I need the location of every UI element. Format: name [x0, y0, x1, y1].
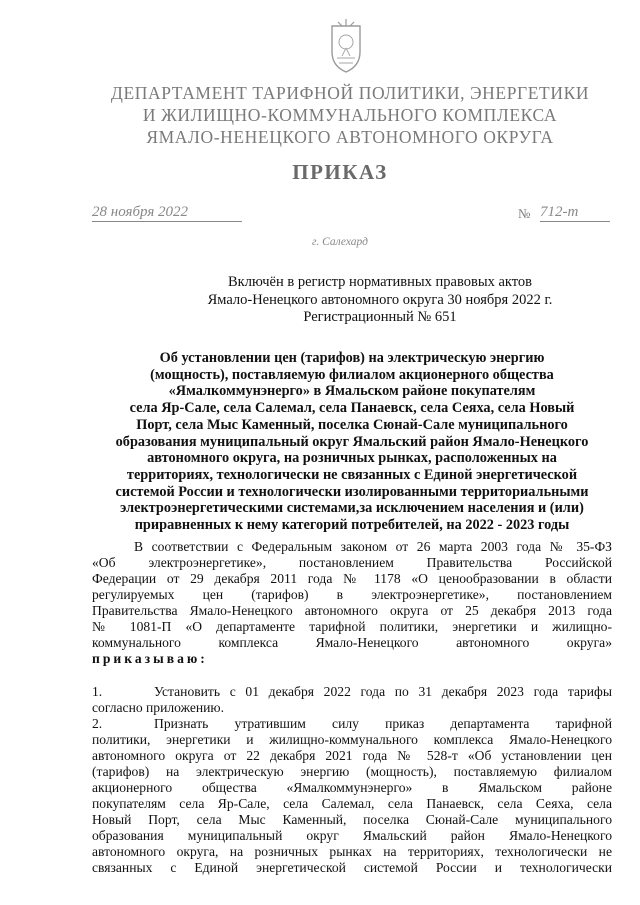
item-2-line: политики, энергетики и жилищно-коммунального комплекса Ямало-Ненецкого: [92, 732, 612, 747]
item-2-line: (тарифов) на электрическую энергию (мощность), поставляемую филиалом: [92, 764, 612, 779]
registry-note: [100, 274, 640, 327]
item-2-line: автономного округа, на розничных рынках на территориях, технологически не: [92, 844, 612, 859]
department-name-line-2: И ЖИЛИЩНО-КОММУНАЛЬНОГО КОМПЛЕКСА: [142, 105, 558, 125]
item-2-line: акционерного общества «Ямалкоммунэнерго» в Ямальском районе: [92, 780, 612, 795]
heading-line: села Яр-Сале, села Салемал, села Панаевск, села Сеяха, села Новый: [129, 400, 575, 417]
order-word: приказываю:: [92, 651, 208, 666]
preamble-line: Правительства Ямало-Ненецкого автономного округа от 25 декабря 2013 года: [92, 603, 612, 618]
preamble-line: Федерации от 29 декабря 2011 года № 1178 «О ценообразовании в области: [92, 571, 612, 586]
preamble-line: «Об электроэнергетике», постановлением Правительства Российской: [92, 555, 612, 570]
department-name-line-3: ЯМАЛО-НЕНЕЦКОГО АВТОНОМНОГО ОКРУГА: [146, 127, 554, 147]
registry-line: Ямало-Ненецкого автономного округа 30 ноября 2022 г.: [207, 291, 553, 308]
document-city: г. Салехард: [312, 236, 368, 248]
item-1-line: 1. Установить с 01 декабря 2022 года по 31 декабря 2023 года тарифы: [92, 684, 612, 699]
heading-line: автономного округа, на розничных рынках, расположенных на: [147, 450, 557, 467]
heading-line: электроэнергетическими системами,за исключением населения и (или): [120, 500, 584, 517]
registry-line: Регистрационный № 651: [303, 309, 457, 325]
document-number: 712-т: [540, 204, 610, 222]
preamble-line: коммунального комплекса Ямало-Ненецкого автономного округа»: [92, 635, 612, 650]
heading-line: территориях, технологически не связанных с Единой энергетической: [126, 466, 578, 483]
heading-line: приравненных к нему категорий потребителей, на 2022 - 2023 годы: [134, 517, 570, 534]
preamble-line: регулируемых цен (тарифов) в электроэнергетике», постановлением: [92, 587, 612, 602]
item-2-line: 2. Признать утратившим силу приказ департамента тарифной: [92, 716, 612, 731]
document-date: 28 ноября 2022: [92, 204, 242, 222]
coat-of-arms-icon: [324, 18, 368, 74]
preamble-line: № 1081-П «О департаменте тарифной политики, энергетики и жилищно-: [92, 619, 612, 634]
item-1-line: согласно приложению.: [92, 700, 224, 715]
item-1-number: 1.: [92, 684, 103, 699]
heading-line: системой России и технологически изолированными территориальными: [115, 483, 589, 500]
department-name-line-1: ДЕПАРТАМЕНТ ТАРИФНОЙ ПОЛИТИКИ, ЭНЕРГЕТИКИ: [110, 83, 590, 103]
heading-line: Об установлении цен (тарифов) на электрическую энергию: [159, 350, 545, 366]
document-number-label: №: [518, 206, 531, 221]
item-2-line: Новый Порт, села Мыс Каменный, поселка Сюнай-Сале муниципального: [92, 812, 612, 827]
order-heading: [92, 350, 612, 534]
heading-line: Порт, села Мыс Каменный, поселка Сюнай-Сале муниципального: [136, 416, 568, 433]
item-2-line: образования муниципальный округ Ямальский район Ямало-Ненецкого: [92, 828, 612, 843]
document-title: ПРИКАЗ: [292, 160, 388, 184]
item-2-number: 2.: [92, 716, 103, 731]
item-2-line: связанных с Единой энергетической системой России и технологически: [92, 860, 612, 875]
heading-line: (мощность), поставляемую филиалом акционерного общества: [150, 366, 554, 383]
item-2-line: автономного округа от 22 декабря 2021 года № 528-т «Об установлении цен: [92, 748, 612, 763]
heading-line: образования муниципальный округ Ямальский район Ямало-Ненецкого: [115, 433, 589, 450]
preamble-line: В соответствии с Федеральным законом от 26 марта 2003 года № 35-ФЗ: [134, 539, 612, 554]
item-2-line: покупателям села Яр-Сале, села Салемал, села Панаевск, села Сеяха, села: [92, 796, 612, 811]
registry-line: Включён в регистр нормативных правовых актов: [228, 274, 532, 290]
heading-line: «Ямалкоммунэнерго» в Ямальском районе покупателям: [168, 383, 536, 400]
